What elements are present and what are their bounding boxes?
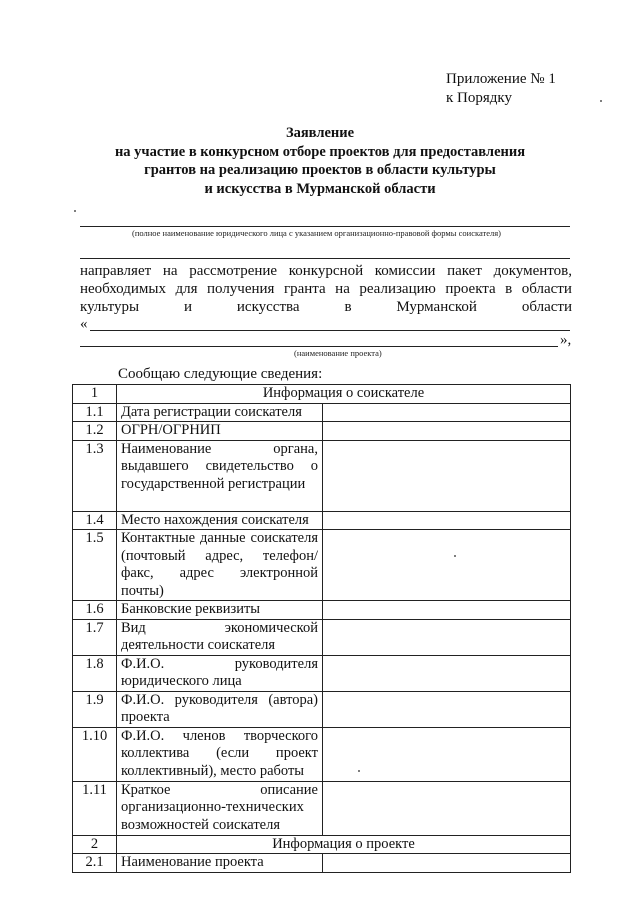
- title-line-3: грантов на реализацию проектов в области культуры: [144, 162, 496, 178]
- paragraph-line-3: [80, 298, 572, 316]
- table-row: [73, 854, 571, 873]
- scan-speck: [600, 100, 602, 102]
- scan-speck: [74, 210, 76, 212]
- row-number: 1.2: [73, 422, 117, 441]
- section-title: Информация о проекте: [117, 835, 571, 854]
- title-line-2: на участие в конкурсном отборе проектов для предоставления: [114, 143, 526, 160]
- applicant-info-table: [72, 384, 571, 873]
- word: на: [335, 281, 350, 297]
- document-title: [0, 124, 640, 198]
- paragraph-line-2: [80, 280, 572, 298]
- row-label: Ф.И.О. руководителя юридического лица: [117, 655, 323, 691]
- row-number: 1.11: [73, 781, 117, 835]
- word: получения: [206, 281, 275, 297]
- word: гранта: [283, 281, 326, 297]
- table-row: [73, 655, 571, 691]
- table-row: [73, 781, 571, 835]
- row-number: 1.7: [73, 619, 117, 655]
- row-number: 1.9: [73, 691, 117, 727]
- row-number: 1.10: [73, 727, 117, 781]
- row-value-field[interactable]: [323, 422, 571, 441]
- project-name-line-1[interactable]: [90, 330, 570, 331]
- appendix-order: к Порядку: [446, 90, 512, 106]
- appendix-reference: [446, 70, 556, 108]
- project-name-line-2[interactable]: [80, 346, 558, 347]
- section-number: 1: [73, 385, 117, 404]
- scan-speck: [454, 555, 456, 557]
- paragraph-line-1: [80, 262, 572, 280]
- table-row: [73, 403, 571, 422]
- row-label: Место нахождения соискателя: [117, 511, 323, 530]
- table-row: [73, 511, 571, 530]
- row-value-field[interactable]: [323, 727, 571, 781]
- applicant-name-line-2[interactable]: [80, 258, 570, 259]
- row-number: 1.4: [73, 511, 117, 530]
- word: на: [162, 263, 178, 279]
- row-label: Контактные данные соискателя (почтовый адрес, телефон/факс, адрес электронной почты): [117, 530, 323, 601]
- row-value-field[interactable]: [323, 619, 571, 655]
- word: искусства: [236, 299, 300, 315]
- title-line-1: Заявление: [285, 125, 355, 141]
- row-value-field[interactable]: [323, 530, 571, 601]
- row-label: Банковские реквизиты: [117, 601, 323, 620]
- word: в: [505, 281, 513, 297]
- word: культуры: [80, 299, 140, 315]
- applicant-name-caption: (полное наименование юридического лица с указанием организационно-правовой формы соискателя): [132, 228, 501, 238]
- project-quote-open: «: [80, 316, 88, 332]
- row-value-field[interactable]: [323, 781, 571, 835]
- table-row: [73, 440, 571, 511]
- row-value-field[interactable]: [323, 655, 571, 691]
- section-title: Информация о соискателе: [117, 385, 571, 404]
- scan-speck: [358, 770, 360, 772]
- row-label: Наименование проекта: [117, 854, 323, 873]
- table-row: [73, 422, 571, 441]
- row-value-field[interactable]: [323, 601, 571, 620]
- table-row: [73, 727, 571, 781]
- word: Мурманской: [396, 299, 477, 315]
- table-row: [73, 601, 571, 620]
- word: конкурсной: [288, 263, 364, 279]
- row-value-field[interactable]: [323, 511, 571, 530]
- row-label: ОГРН/ОГРНИП: [117, 422, 323, 441]
- table-row: [73, 530, 571, 601]
- row-number: 1.5: [73, 530, 117, 601]
- row-number: 1.6: [73, 601, 117, 620]
- row-value-field[interactable]: [323, 440, 571, 511]
- row-number: 1.3: [73, 440, 117, 511]
- intro-text: Сообщаю следующие сведения:: [118, 366, 323, 382]
- word: рассмотрение: [189, 263, 278, 279]
- row-value-field[interactable]: [323, 691, 571, 727]
- row-number: 2.1: [73, 854, 117, 873]
- row-value-field[interactable]: [323, 403, 571, 422]
- section-header-project: [73, 835, 571, 854]
- row-label: Краткое описание организационно-технических возможностей соискателя: [117, 781, 323, 835]
- word: для: [175, 281, 198, 297]
- word: пакет: [447, 263, 482, 279]
- word: документов,: [493, 263, 572, 279]
- row-label: Вид экономической деятельности соискателя: [117, 619, 323, 655]
- applicant-name-line[interactable]: [80, 226, 570, 227]
- table-row: [73, 619, 571, 655]
- row-label: Дата регистрации соискателя: [117, 403, 323, 422]
- word: реализацию: [359, 281, 436, 297]
- word: направляет: [80, 263, 152, 279]
- title-line-4: и искусства в Мурманской области: [204, 180, 436, 197]
- appendix-number: Приложение № 1: [446, 71, 556, 87]
- row-number: 1.8: [73, 655, 117, 691]
- word: области: [521, 281, 572, 297]
- word: проекта: [445, 281, 496, 297]
- section-number: 2: [73, 835, 117, 854]
- row-label: Ф.И.О. членов творческого коллектива (если проект коллективный), место работы: [117, 727, 323, 781]
- word: области: [521, 299, 572, 315]
- application-paragraph: [80, 262, 572, 316]
- row-value-field[interactable]: [323, 854, 571, 873]
- project-name-caption: (наименование проекта): [294, 348, 382, 358]
- section-header-applicant: [73, 385, 571, 404]
- row-label: Наименование органа, выдавшего свидетельство о государственной регистрации: [117, 440, 323, 511]
- word: необходимых: [80, 281, 166, 297]
- row-number: 1.1: [73, 403, 117, 422]
- table-row: [73, 691, 571, 727]
- word: и: [183, 299, 193, 315]
- word: комиссии: [374, 263, 436, 279]
- word: в: [344, 299, 352, 315]
- project-quote-close: »,: [560, 332, 572, 348]
- row-label: Ф.И.О. руководителя (автора) проекта: [117, 691, 323, 727]
